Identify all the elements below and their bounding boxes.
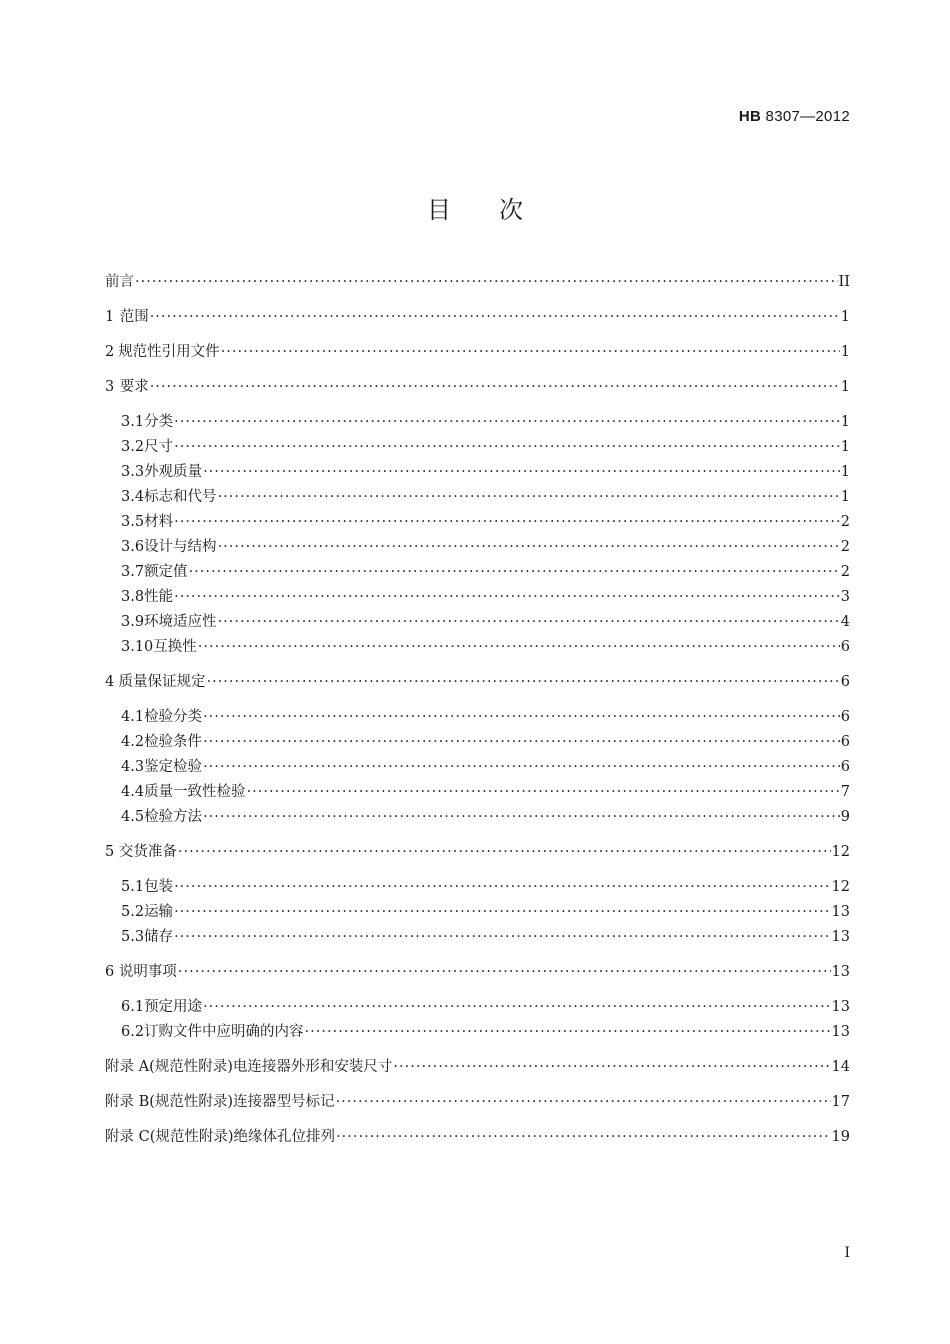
toc-entry-page: 6 <box>840 639 850 655</box>
toc-entry-number: 4 <box>105 674 115 690</box>
toc-entry-title: 环境适应性 <box>144 614 217 630</box>
page-title: 目次 <box>427 196 571 224</box>
toc-entry-page: 6 <box>840 734 850 750</box>
toc-entry[interactable] <box>105 805 850 830</box>
toc-entry[interactable] <box>105 900 850 925</box>
toc-entry-title: 检验分类 <box>144 709 203 725</box>
toc-entry-number: 3.7 <box>121 564 145 580</box>
toc-entry[interactable] <box>105 610 850 635</box>
toc-entry-number: 2 <box>105 344 115 360</box>
toc-entry[interactable] <box>105 410 850 435</box>
toc-entry-number: 3.9 <box>121 614 145 630</box>
toc-entry-page: II <box>838 274 850 290</box>
toc-annex-entry[interactable] <box>105 1090 850 1115</box>
toc-entry-title: 订购文件中应明确的内容 <box>144 1024 304 1040</box>
toc-entry-number: 4.1 <box>121 709 145 725</box>
dot-leader <box>336 1090 831 1115</box>
annex-designation: 附录 C(规范性附录) <box>105 1129 234 1145</box>
toc-entry-title: 标志和代号 <box>144 489 217 505</box>
toc-entry-number: 3.1 <box>121 414 145 430</box>
toc-entry[interactable] <box>105 1020 850 1045</box>
toc-entry-number: 5 <box>105 844 115 860</box>
table-of-contents <box>105 270 850 1150</box>
dot-leader <box>150 375 840 400</box>
toc-entry[interactable] <box>105 485 850 510</box>
toc-entry-number: 6.2 <box>121 1024 145 1040</box>
toc-entry-page: 6 <box>840 759 850 775</box>
toc-entry-number: 4.4 <box>121 784 145 800</box>
toc-entry-page: 6 <box>840 709 850 725</box>
toc-entry[interactable] <box>105 960 850 985</box>
toc-entry[interactable] <box>105 635 850 660</box>
toc-entry-number: 3.10 <box>121 639 154 655</box>
dot-leader <box>203 730 840 755</box>
toc-entry-title: 运输 <box>144 904 174 920</box>
toc-entry[interactable] <box>105 510 850 535</box>
dot-leader <box>203 995 830 1020</box>
annex-page: 19 <box>831 1129 850 1145</box>
dot-leader <box>203 755 840 780</box>
toc-entry-title: 质量一致性检验 <box>144 784 246 800</box>
toc-entry[interactable] <box>105 925 850 950</box>
toc-annex-entry[interactable] <box>105 1125 850 1150</box>
toc-entry-title: 储存 <box>144 929 174 945</box>
dot-leader <box>178 960 831 985</box>
dot-leader <box>203 705 840 730</box>
dot-leader <box>174 925 830 950</box>
toc-entry[interactable] <box>105 305 850 330</box>
dot-leader <box>174 875 830 900</box>
toc-entry-title: 前言 <box>105 274 134 290</box>
toc-entry-title: 预定用途 <box>144 999 203 1015</box>
toc-entry[interactable] <box>105 460 850 485</box>
standard-number: 8307—2012 <box>765 108 850 125</box>
toc-entry[interactable] <box>105 875 850 900</box>
toc-entry-page: 12 <box>831 844 850 860</box>
annex-title: 电连接器外形和安装尺寸 <box>232 1059 393 1075</box>
standard-prefix: HB <box>738 108 762 125</box>
toc-entry-page: 2 <box>840 564 850 580</box>
dot-leader <box>305 1020 831 1045</box>
toc-entry-title: 规范性引用文件 <box>118 344 220 360</box>
toc-entry-page: 1 <box>840 489 850 505</box>
toc-entry-page: 7 <box>840 784 850 800</box>
toc-entry-title: 包装 <box>144 879 174 895</box>
toc-entry-number: 6.1 <box>121 999 145 1015</box>
dot-leader <box>198 635 840 660</box>
annex-page: 14 <box>831 1059 850 1075</box>
toc-entry[interactable] <box>105 340 850 365</box>
toc-entry-title: 尺寸 <box>144 439 174 455</box>
toc-entry-title: 要求 <box>119 379 149 395</box>
annex-title: 绝缘体孔位排列 <box>233 1129 336 1145</box>
toc-entry[interactable] <box>105 755 850 780</box>
toc-entry-number: 4.5 <box>121 809 145 825</box>
toc-entry-page: 13 <box>831 904 850 920</box>
dot-leader <box>174 510 840 535</box>
toc-entry-title: 检验条件 <box>144 734 203 750</box>
toc-entry-page: 2 <box>840 539 850 555</box>
toc-entry-number: 3 <box>105 379 115 395</box>
toc-entry-page: 6 <box>840 674 850 690</box>
dot-leader <box>150 305 840 330</box>
toc-entry-page: 13 <box>831 1024 850 1040</box>
toc-entry-title: 说明事项 <box>118 964 177 980</box>
toc-entry-page: 2 <box>840 514 850 530</box>
toc-entry[interactable] <box>105 585 850 610</box>
dot-leader <box>203 805 840 830</box>
toc-entry-number: 6 <box>105 964 115 980</box>
annex-title: 连接器型号标记 <box>233 1094 335 1110</box>
toc-entry-number: 3.4 <box>121 489 145 505</box>
toc-entry-number: 3.6 <box>121 539 145 555</box>
dot-leader <box>189 560 840 585</box>
toc-entry[interactable] <box>105 670 850 695</box>
toc-entry-page: 1 <box>840 379 850 395</box>
toc-entry[interactable] <box>105 535 850 560</box>
toc-entry[interactable] <box>105 435 850 460</box>
toc-entry-title: 鉴定检验 <box>144 759 203 775</box>
toc-entry-page: 1 <box>840 344 850 360</box>
toc-entry-page: 1 <box>840 464 850 480</box>
toc-entry-page: 13 <box>831 929 850 945</box>
dot-leader <box>393 1055 830 1080</box>
dot-leader <box>174 435 840 460</box>
dot-leader <box>174 585 840 610</box>
toc-entry-number: 3.2 <box>121 439 145 455</box>
page-number: I <box>844 1245 850 1261</box>
annex-page: 17 <box>831 1094 850 1110</box>
toc-entry[interactable] <box>105 375 850 400</box>
toc-entry-number: 3.8 <box>121 589 145 605</box>
toc-entry-title: 交货准备 <box>118 844 177 860</box>
toc-entry-title: 检验方法 <box>144 809 203 825</box>
dot-leader <box>336 1125 831 1150</box>
dot-leader <box>174 410 840 435</box>
toc-entry-number: 1 <box>105 309 115 325</box>
toc-entry-page: 3 <box>840 589 850 605</box>
dot-leader <box>203 460 840 485</box>
toc-entry[interactable] <box>105 840 850 865</box>
toc-entry-number: 3.5 <box>121 514 145 530</box>
toc-entry-page: 12 <box>831 879 850 895</box>
toc-entry[interactable] <box>105 560 850 585</box>
toc-annex-entry[interactable] <box>105 1055 850 1080</box>
toc-entry-title: 外观质量 <box>144 464 203 480</box>
toc-entry-title: 质量保证规定 <box>118 674 206 690</box>
toc-entry-page: 1 <box>840 439 850 455</box>
toc-entry-number: 4.2 <box>121 734 145 750</box>
dot-leader <box>174 900 830 925</box>
annex-designation: 附录 A(规范性附录) <box>105 1059 233 1075</box>
annex-designation: 附录 B(规范性附录) <box>105 1094 234 1110</box>
toc-entry-page: 4 <box>840 614 850 630</box>
standard-code <box>739 108 850 125</box>
dot-leader <box>218 485 840 510</box>
toc-entry-title: 性能 <box>144 589 174 605</box>
dot-leader <box>218 535 840 560</box>
toc-entry-title: 设计与结构 <box>144 539 217 555</box>
toc-entry[interactable] <box>105 270 850 295</box>
toc-entry-title: 范围 <box>119 309 149 325</box>
toc-entry-number: 5.1 <box>121 879 145 895</box>
toc-entry-page: 13 <box>831 964 850 980</box>
toc-entry-page: 1 <box>840 414 850 430</box>
toc-entry-title: 分类 <box>144 414 174 430</box>
toc-entry[interactable] <box>105 730 850 755</box>
dot-leader <box>221 340 840 365</box>
dot-leader <box>218 610 840 635</box>
toc-entry-page: 9 <box>840 809 850 825</box>
dot-leader <box>247 780 840 805</box>
toc-entry-title: 材料 <box>144 514 174 530</box>
toc-entry-number: 5.2 <box>121 904 145 920</box>
toc-entry-title: 互换性 <box>153 639 197 655</box>
dot-leader <box>206 670 839 695</box>
toc-entry[interactable] <box>105 705 850 730</box>
toc-entry-page: 1 <box>840 309 850 325</box>
toc-entry-title: 额定值 <box>144 564 188 580</box>
dot-leader <box>178 840 831 865</box>
toc-entry-number: 5.3 <box>121 929 145 945</box>
toc-entry-page: 13 <box>831 999 850 1015</box>
dot-leader <box>135 270 838 295</box>
toc-entry-number: 3.3 <box>121 464 145 480</box>
toc-entry[interactable] <box>105 995 850 1020</box>
toc-entry-number: 4.3 <box>121 759 145 775</box>
toc-entry[interactable] <box>105 780 850 805</box>
